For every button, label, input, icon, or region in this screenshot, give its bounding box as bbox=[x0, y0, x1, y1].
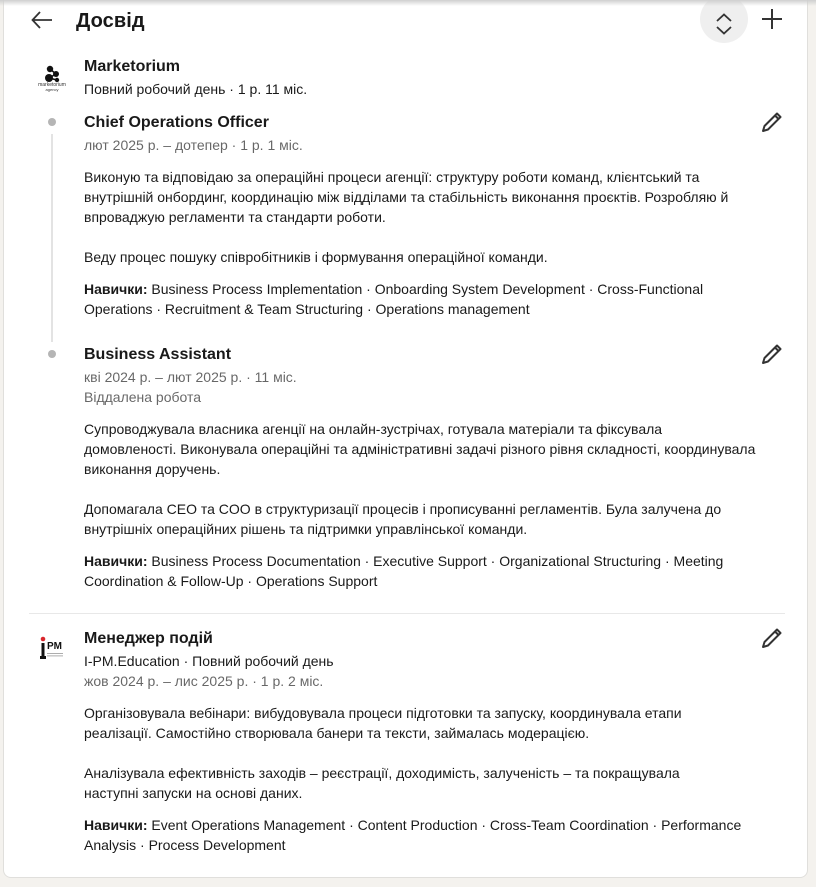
role-title[interactable]: Business Assistant bbox=[84, 346, 232, 363]
role-dates: лют 2025 р. – дотепер · 1 р. 1 міс. bbox=[84, 137, 303, 153]
skills-list: Business Process Implementation · Onboarding System Development · Cross-Functional Operations · Recruitment & Team Structuring · Operations management bbox=[84, 281, 704, 317]
description-paragraph: Аналізувала ефективність заходів – реєстрації, доходимість, залученість – та покращувала наступні запуски на основі даних. bbox=[84, 765, 680, 801]
timeline-dot bbox=[48, 118, 56, 126]
header bbox=[4, 0, 807, 50]
pencil-icon bbox=[761, 111, 783, 133]
timeline-dot bbox=[48, 350, 56, 358]
reorder-button[interactable] bbox=[700, 0, 748, 43]
role-title[interactable]: Менеджер подій bbox=[84, 630, 213, 647]
role-description bbox=[84, 419, 756, 539]
description-paragraph: Веду процес пошуку співробітників і формування операційної команди. bbox=[84, 249, 548, 265]
description-paragraph: Супроводжувала власника агенції на онлайн-зустрічах, готувала матеріали та фіксувала домовленості. Виконувала операційні та адміністративні задачі різного рівня складності, координувала виконання доручень. bbox=[84, 421, 756, 477]
role-description bbox=[84, 703, 734, 803]
skills-label: Навички: bbox=[84, 817, 148, 833]
experience-card bbox=[3, 0, 808, 878]
role-dates: кві 2024 р. – лют 2025 р. · 11 міс. bbox=[84, 369, 297, 385]
skills-label: Навички: bbox=[84, 553, 148, 569]
pencil-icon bbox=[761, 343, 783, 365]
back-button[interactable] bbox=[26, 4, 58, 36]
logo-subtext: agency bbox=[45, 86, 59, 92]
chevron-up-down-icon bbox=[714, 12, 734, 36]
description-paragraph: Організовувала вебінари: вибудовувала процеси підготовки та запуску, координувала етапи реалізації. Самостійно створювала банери та тексти, займалась модерацією. bbox=[84, 705, 682, 741]
role-dates: жов 2024 р. – лис 2025 р. · 1 р. 2 міс. bbox=[84, 673, 324, 689]
description-paragraph: Допомагала CEO та COO в структуризації процесів і прописуванні регламентів. Була залучена до внутрішніх операційних рішень та підтримки управлінської команди. bbox=[84, 501, 722, 537]
edit-role-button[interactable] bbox=[756, 106, 788, 138]
skills-label: Навички: bbox=[84, 281, 148, 297]
marketorium-logo-icon bbox=[43, 65, 61, 83]
company-employment-meta: Повний робочий день · 1 р. 11 міс. bbox=[84, 81, 308, 97]
add-experience-button[interactable] bbox=[756, 3, 788, 35]
role-skills bbox=[84, 279, 744, 319]
role-skills bbox=[84, 815, 744, 855]
page-title: Досвід bbox=[76, 10, 145, 32]
logo-text: marketorium bbox=[38, 81, 66, 88]
role-location: Віддалена робота bbox=[84, 389, 202, 405]
role-skills bbox=[84, 551, 744, 591]
edit-role-button[interactable] bbox=[756, 622, 788, 654]
ipm-logo-icon bbox=[38, 635, 66, 663]
timeline-line bbox=[51, 134, 53, 342]
company-logo-marketorium[interactable] bbox=[32, 60, 72, 96]
company-logo-ipm[interactable] bbox=[37, 634, 67, 664]
plus-icon bbox=[761, 8, 783, 30]
divider bbox=[29, 613, 785, 614]
skills-list: Business Process Documentation · Executive Support · Organizational Structuring · Meeting Coordination & Follow-Up · Operations Support bbox=[84, 553, 724, 589]
arrow-left-icon bbox=[30, 8, 54, 32]
company-name[interactable]: Marketorium bbox=[84, 58, 181, 75]
description-paragraph: Виконую та відповідаю за операційні процеси агенції: структуру роботи команд, клієнтський та внутрішній онбординг, координацію між відділами та стабільність виконання проєктів. Розробляю й впроваджую регламенти та стандарти роботи. bbox=[84, 169, 729, 225]
svg-text:PM: PM bbox=[47, 641, 62, 652]
skills-list: Event Operations Management · Content Production · Cross-Team Coordination · Performance Analysis · Process Development bbox=[84, 817, 742, 853]
company-employment-meta: I-PM.Education · Повний робочий день bbox=[84, 653, 334, 669]
role-title[interactable]: Chief Operations Officer bbox=[84, 114, 269, 131]
role-description bbox=[84, 167, 754, 267]
edit-role-button[interactable] bbox=[756, 338, 788, 370]
top-shadow bbox=[0, 0, 816, 6]
pencil-icon bbox=[761, 627, 783, 649]
